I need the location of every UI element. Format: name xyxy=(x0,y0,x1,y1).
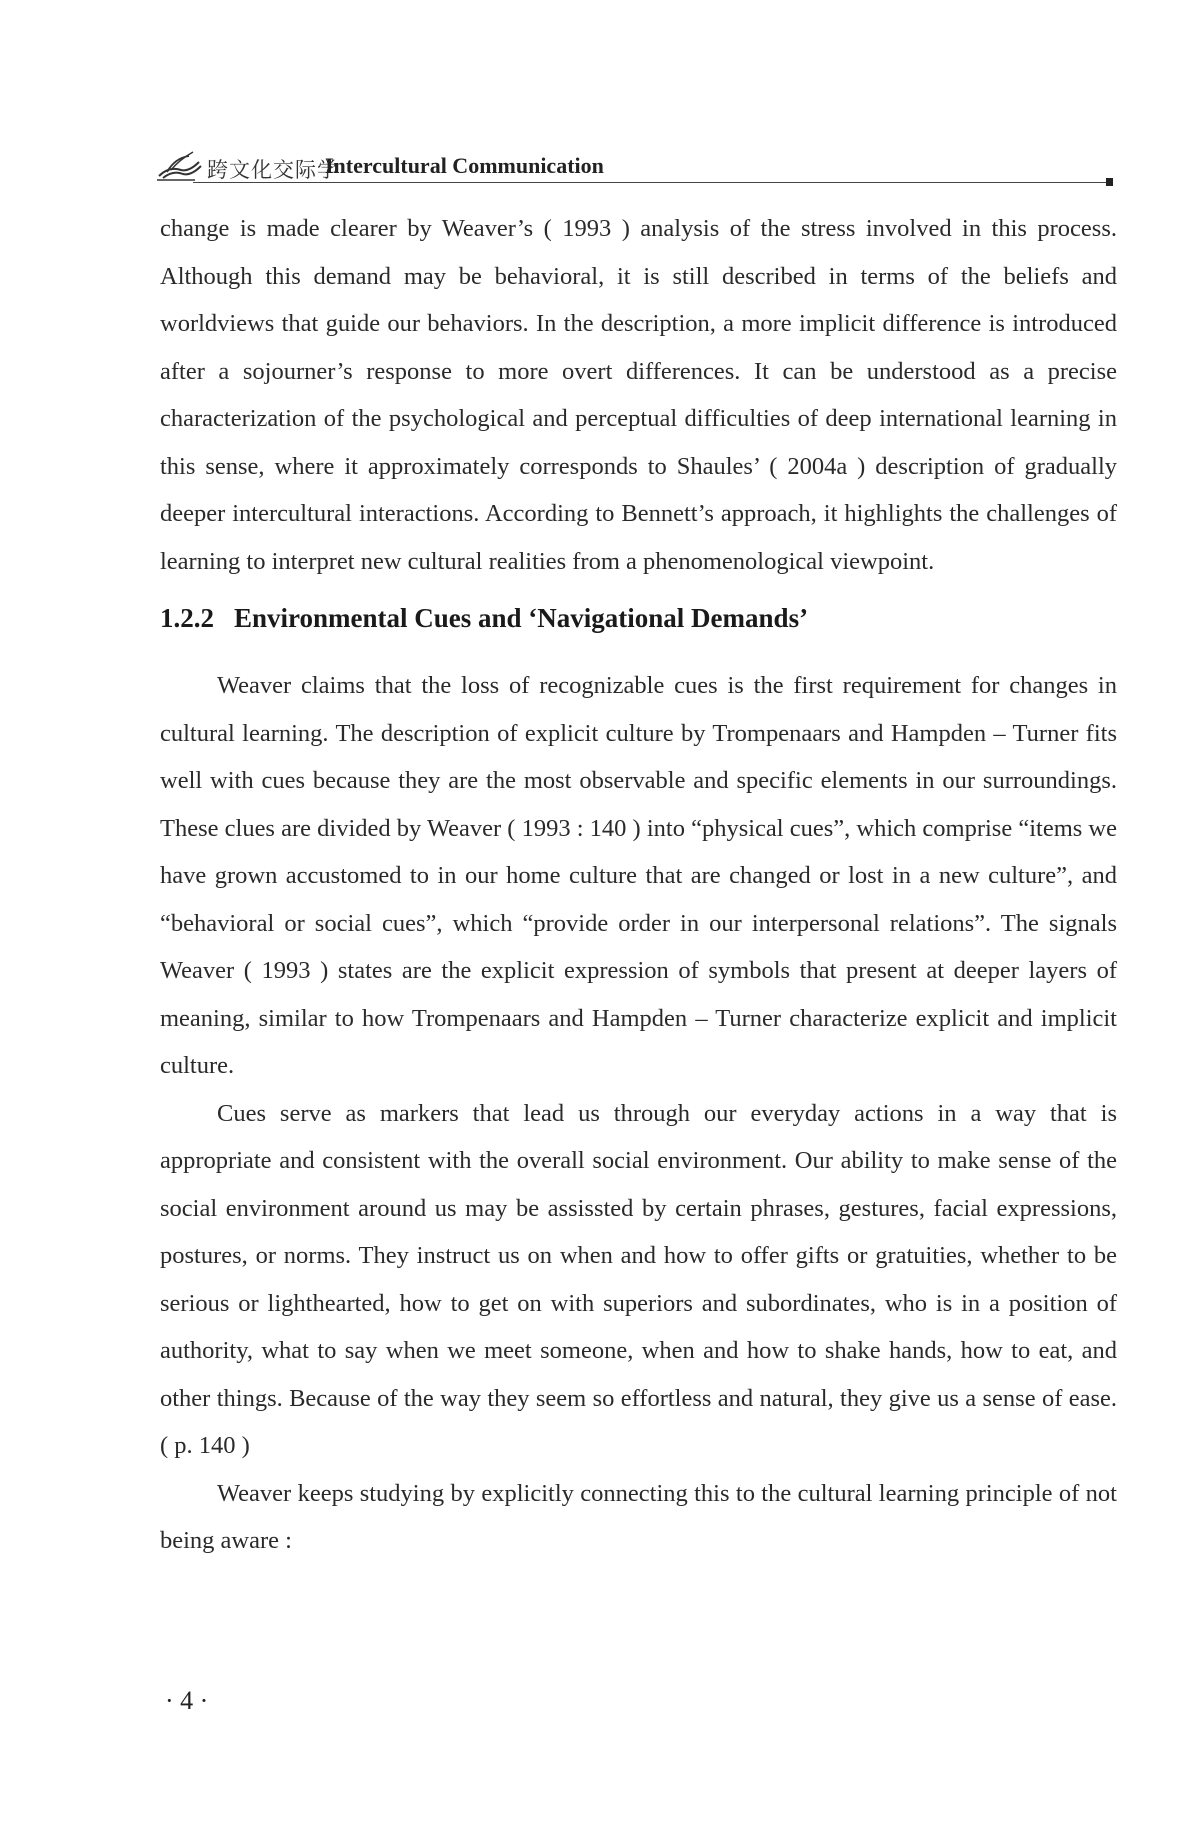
running-header xyxy=(155,148,1113,190)
body-paragraph: Weaver keeps studying by explicitly connecting this to the cultural learning principle of not being aware : xyxy=(160,1479,1117,1554)
body-paragraph: Weaver claims that the loss of recognizable cues is the first requirement for changes in cultural learning. The description of explicit culture by Trompenaars and Hampden – Turner fits well with cues because they are the most observable and specific elements in our surroundings. These clues are divided by Weaver ( 1993 : 140 ) into “physical cues”, which comprise “items we have grown accustomed to in our home culture that are changed or lost in a new culture”, and “behavioral or social cues”, which “provide order in our interpersonal relations”. The signals Weaver ( 1993 ) states are the explicit expression of symbols that present at deeper layers of meaning, similar to how Trompenaars and Hampden – Turner characterize explicit and implicit culture. xyxy=(160,672,1117,1079)
page-content xyxy=(160,205,1117,1565)
header-rule-end-marker xyxy=(1106,178,1113,186)
section-title: Environmental Cues and ‘Navigational Demands’ xyxy=(234,603,809,633)
header-english-title: Intercultural Communication xyxy=(325,153,604,178)
page-number: · 4 · xyxy=(165,1686,209,1715)
header-chinese-title: 跨文化交际学 xyxy=(207,158,339,182)
body-paragraph-continued: change is made clearer by Weaver’s ( 1993 ) analysis of the stress involved in this process. Although this demand may be behavioral, it is still described in terms of the beliefs and worldviews that guide our behaviors. In the description, a more implicit difference is introduced after a sojourner’s response to more overt differences. It can be understood as a precise characterization of the psychological and perceptual difficulties of deep international learning in this sense, where it approximately corresponds to Shaules’ ( 2004a ) description of gradually deeper intercultural interactions. According to Bennett’s approach, it highlights the challenges of learning to interpret new cultural realities from a phenomenological viewpoint. xyxy=(160,215,1117,575)
body-paragraph: Cues serve as markers that lead us through our everyday actions in a way that is appropriate and consistent with the overall social environment. Our ability to make sense of the social environment around us may be assissted by certain phrases, gestures, facial expressions, postures, or norms. They instruct us on when and how to offer gifts or gratuities, whether to be serious or lighthearted, how to get on with superiors and subordinates, who is in a position of authority, what to say when we meet someone, when and how to shake hands, how to eat, and other things. Because of the way they seem so effortless and natural, they give us a sense of ease. ( p. 140 ) xyxy=(160,1099,1117,1459)
section-heading xyxy=(160,603,1117,634)
section-number: 1.2.2 xyxy=(160,603,214,633)
header-rule xyxy=(193,182,1113,183)
book-logo-icon xyxy=(155,148,203,182)
